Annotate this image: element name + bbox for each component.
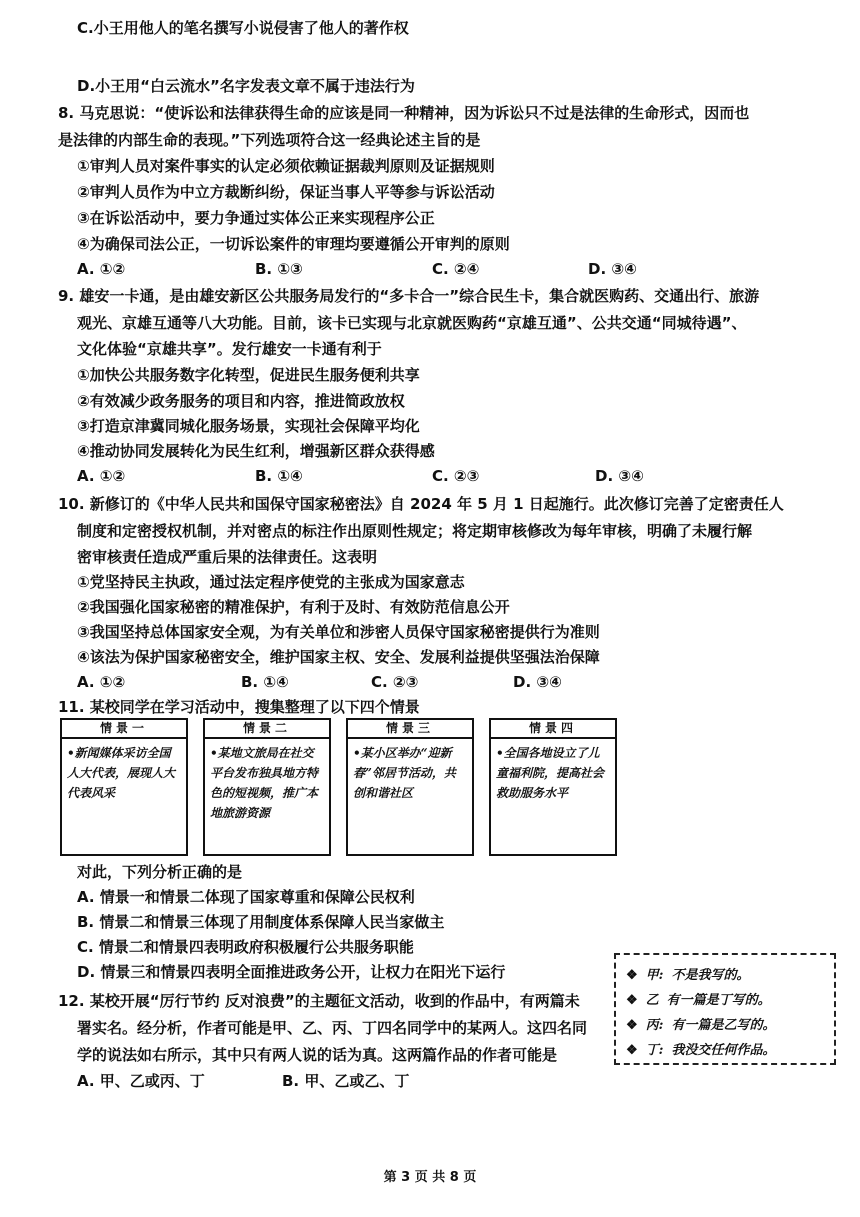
q8-stem-line2: 是法律的内部生命的表现。”下列选项符合这一经典论述主旨的是 [58, 131, 481, 149]
scene-title-1: 情景一 [62, 720, 186, 739]
q8-item-1: ①审判人员对案件事实的认定必须依赖证据裁判原则及证据规则 [77, 157, 495, 175]
claim-speaker: 丁: [645, 1043, 664, 1058]
claim-yi [626, 988, 828, 1013]
claim-text: 不是我写的。 [671, 968, 750, 983]
scene-title-2: 情景二 [205, 720, 329, 739]
diamond-bullet-icon: ❖ [626, 1018, 638, 1033]
q9-item-1: ①加快公共服务数字化转型，促进民生服务便利共享 [77, 366, 420, 384]
q10-stem-line3: 密审核责任造成严重后果的法律责任。这表明 [77, 548, 378, 566]
q9-stem-line3: 文化体验“京雄共享”。发行雄安一卡通有利于 [77, 340, 382, 358]
q9-item-2: ②有效减少政务服务的项目和内容，推进简政放权 [77, 392, 405, 410]
scene-text-4: •全国各地设立了儿童福利院，提高社会救助服务水平 [496, 746, 605, 800]
q9-option-b[interactable]: B. ①④ [255, 467, 303, 485]
scene-card-4 [489, 718, 617, 856]
q8-option-c[interactable]: C. ②④ [432, 260, 480, 278]
q8-item-2: ②审判人员作为中立方裁断纠纷，保证当事人平等参与诉讼活动 [77, 183, 495, 201]
q8-option-d[interactable]: D. ③④ [588, 260, 637, 278]
q8-option-b[interactable]: B. ①③ [255, 260, 303, 278]
q12-stem-line1: 12. 某校开展“厉行节约 反对浪费”的主题征文活动，收到的作品中，有两篇未 [58, 992, 580, 1010]
q12-option-a[interactable]: A. 甲、乙或丙、丁 [77, 1072, 205, 1090]
q9-stem-line1: 9. 雄安一卡通，是由雄安新区公共服务局发行的“多卡合一”综合民生卡，集合就医购药、交通出行、旅游 [58, 287, 760, 305]
q10-item-3: ③我国坚持总体国家安全观，为有关单位和涉密人员保守国家秘密提供行为准则 [77, 623, 600, 641]
q10-option-b[interactable]: B. ①④ [241, 673, 289, 691]
diamond-bullet-icon: ❖ [626, 968, 638, 983]
scene-text-3: •某小区举办“迎新春”邻居节活动，共创和谐社区 [353, 746, 456, 800]
scene-card-2 [203, 718, 331, 856]
q10-item-2: ②我国强化国家秘密的精准保护，有利于及时、有效防范信息公开 [77, 598, 510, 616]
diamond-bullet-icon: ❖ [626, 1043, 638, 1058]
q9-option-c[interactable]: C. ②③ [432, 467, 480, 485]
claim-text: 有一篇是乙写的。 [671, 1018, 776, 1033]
claim-jia [626, 963, 828, 988]
scene-card-3 [346, 718, 474, 856]
q8-item-3: ③在诉讼活动中，要力争通过实体公正来实现程序公正 [77, 209, 435, 227]
scene-title-3: 情景三 [348, 720, 472, 739]
scene-text-2: •某地文旅局在社交平台发布独具地方特色的短视频，推广本地旅游资源 [210, 746, 319, 820]
q7-option-c: C.小王用他人的笔名撰写小说侵害了他人的著作权 [77, 19, 409, 37]
scene-title-4: 情景四 [491, 720, 615, 739]
q8-option-a[interactable]: A. ①② [77, 260, 126, 278]
claim-bing [626, 1013, 828, 1038]
q12-stem-line3: 学的说法如右所示，其中只有两人说的话为真。这两篇作品的作者可能是 [77, 1046, 558, 1064]
claim-speaker: 丙: [645, 1018, 664, 1033]
q12-option-b[interactable]: B. 甲、乙或乙、丁 [282, 1072, 410, 1090]
q12-stem-line2: 署实名。经分析，作者可能是甲、乙、丙、丁四名同学中的某两人。这四名同 [77, 1019, 588, 1037]
q11-option-d[interactable]: D. 情景三和情景四表明全面推进政务公开，让权力在阳光下运行 [77, 963, 506, 981]
q11-option-c[interactable]: C. 情景二和情景四表明政府积极履行公共服务职能 [77, 938, 414, 956]
q8-item-4: ④为确保司法公正，一切诉讼案件的审理均要遵循公开审判的原则 [77, 235, 510, 253]
page-number: 第 3 页 共 8 页 [383, 1170, 477, 1185]
q9-option-a[interactable]: A. ①② [77, 467, 126, 485]
q10-option-c[interactable]: C. ②③ [371, 673, 419, 691]
q10-stem-line1: 10. 新修订的《中华人民共和国保守国家秘密法》自 2024 年 5 月 1 日起施行。此次修订完善了定密责任人 [58, 495, 784, 513]
q9-option-d[interactable]: D. ③④ [595, 467, 644, 485]
scene-card-1 [60, 718, 188, 856]
q9-item-4: ④推动协同发展转化为民生红利，增强新区群众获得感 [77, 442, 435, 460]
q11-option-a[interactable]: A. 情景一和情景二体现了国家尊重和保障公民权利 [77, 888, 415, 906]
q9-stem-line2: 观光、京雄互通等八大功能。目前，该卡已实现与北京就医购药“京雄互通”、公共交通“同城待遇”、 [77, 314, 747, 332]
q10-item-1: ①党坚持民主执政，通过法定程序使党的主张成为国家意志 [77, 573, 465, 591]
diamond-bullet-icon: ❖ [626, 993, 638, 1008]
q11-prompt: 对此，下列分析正确的是 [77, 863, 243, 881]
scene-text-1: •新闻媒体采访全国人大代表，展现人大代表风采 [67, 746, 176, 800]
student-claims-box [614, 953, 836, 1065]
q10-item-4: ④该法为保护国家秘密安全，维护国家主权、安全、发展利益提供坚强法治保障 [77, 648, 600, 666]
claim-speaker: 乙 [645, 993, 659, 1008]
q10-option-a[interactable]: A. ①② [77, 673, 126, 691]
q11-option-b[interactable]: B. 情景二和情景三体现了用制度体系保障人民当家做主 [77, 913, 445, 931]
claim-ding [626, 1038, 828, 1063]
q11-stem: 11. 某校同学在学习活动中，搜集整理了以下四个情景 [58, 698, 420, 716]
claim-speaker: 甲: [645, 968, 664, 983]
q10-stem-line2: 制度和定密授权机制，并对密点的标注作出原则性规定；将定期审核修改为每年审核，明确了未履行解 [77, 522, 753, 540]
q9-item-3: ③打造京津冀同城化服务场景，实现社会保障平均化 [77, 417, 420, 435]
q7-option-d: D.小王用“白云流水”名字发表文章不属于违法行为 [77, 77, 415, 95]
claim-text: 有一篇是丁写的。 [666, 993, 771, 1008]
claim-text: 我没交任何作品。 [671, 1043, 776, 1058]
q10-option-d[interactable]: D. ③④ [513, 673, 562, 691]
q8-stem-line1: 8. 马克思说：“使诉讼和法律获得生命的应该是同一种精神，因为诉讼只不过是法律的生命形式，因而也 [58, 104, 750, 122]
